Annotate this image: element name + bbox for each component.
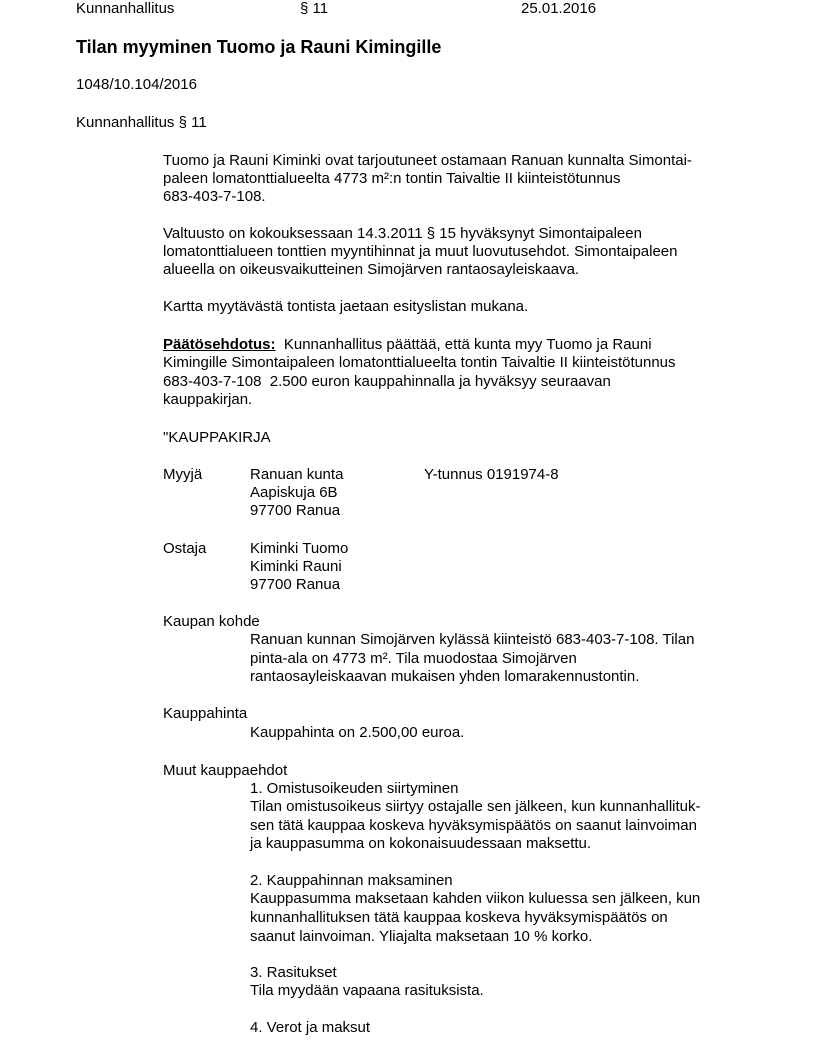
term-line: saanut lainvoiman. Yliajalta maksetaan 10 % korko. xyxy=(250,928,593,945)
term-title: 2. Kauppahinnan maksaminen xyxy=(250,872,453,889)
meeting-ref: Kunnanhallitus § 11 xyxy=(76,114,207,131)
term-line: Tila myydään vapaana rasituksista. xyxy=(250,982,484,999)
para2-line: alueella on oikeusvaikutteinen Simojärven rantaosayleiskaava. xyxy=(163,261,580,278)
record-number: 1048/10.104/2016 xyxy=(76,76,197,93)
buyer-line: Kiminki Rauni xyxy=(250,558,342,575)
para1-line: Tuomo ja Rauni Kiminki ovat tarjoutuneet ostamaan Ranuan kunnalta Simontai- xyxy=(163,152,692,169)
proposal-line: kauppakirjan. xyxy=(163,391,253,408)
term-title: 4. Verot ja maksut xyxy=(250,1019,371,1036)
proposal-line: 683-403-7-108 2.500 euron kauppahinnalla ja hyväksyy seuraavan xyxy=(163,373,611,390)
term-title: 3. Rasitukset xyxy=(250,964,337,981)
buyer-line: 97700 Ranua xyxy=(250,576,341,593)
object-line: rantaosayleiskaavan mukaisen yhden lomarakennustontin. xyxy=(250,668,640,685)
para1-line: 683-403-7-108. xyxy=(163,188,266,205)
seller-business-id: Y-tunnus 0191974-8 xyxy=(424,466,559,483)
term-line: kunnanhallituksen tätä kauppaa koskeva hyväksymispäätös on xyxy=(250,909,668,926)
terms-label: Muut kauppaehdot xyxy=(163,762,288,779)
para1-line: paleen lomatonttialueelta 4773 m²:n tontin Taivaltie II kiinteistötunnus xyxy=(163,170,621,187)
para2-line: Valtuusto on kokouksessaan 14.3.2011 § 15 hyväksynyt Simontaipaleen xyxy=(163,225,642,242)
seller-label: Myyjä xyxy=(163,466,203,483)
header-date: 25.01.2016 xyxy=(521,0,597,17)
buyer-label: Ostaja xyxy=(163,540,207,557)
object-label: Kaupan kohde xyxy=(163,613,260,630)
proposal-label: Päätösehdotus: xyxy=(163,336,276,353)
price-label: Kauppahinta xyxy=(163,705,248,722)
seller-line: Ranuan kunta xyxy=(250,466,344,483)
buyer-line: Kiminki Tuomo xyxy=(250,540,349,557)
page-title: Tilan myyminen Tuomo ja Rauni Kimingille xyxy=(76,37,442,57)
para2-line: lomatonttialueen tonttien myyntihinnat ja muut luovutusehdot. Simontaipaleen xyxy=(163,243,678,260)
term-line: Kauppasumma maksetaan kahden viikon kuluessa sen jälkeen, kun xyxy=(250,890,701,907)
header-section: § 11 xyxy=(300,0,329,17)
para3: Kartta myytävästä tontista jaetaan esityslistan mukana. xyxy=(163,298,529,315)
seller-line: Aapiskuja 6B xyxy=(250,484,338,501)
term-line: Tilan omistusoikeus siirtyy ostajalle sen jälkeen, kun kunnanhallituk- xyxy=(250,798,701,815)
term-line: ja kauppasumma on kokonaisuudessaan maksettu. xyxy=(250,835,592,852)
term-line: sen tätä kauppaa koskeva hyväksymispäätös on saanut lainvoiman xyxy=(250,817,697,834)
object-line: pinta-ala on 4773 m². Tila muodostaa Simojärven xyxy=(250,650,577,667)
proposal-line: Kunnanhallitus päättää, että kunta myy Tuomo ja Rauni xyxy=(275,336,652,353)
price-text: Kauppahinta on 2.500,00 euroa. xyxy=(250,724,465,741)
proposal-line: Kimingille Simontaipaleen lomatonttialueelta tontin Taivaltie II kiinteistötunnus xyxy=(163,354,676,371)
contract-heading: "KAUPPAKIRJA xyxy=(163,429,271,446)
seller-line: 97700 Ranua xyxy=(250,502,341,519)
proposal-first-line xyxy=(163,336,652,354)
object-line: Ranuan kunnan Simojärven kylässä kiinteistö 683-403-7-108. Tilan xyxy=(250,631,695,648)
term-title: 1. Omistusoikeuden siirtyminen xyxy=(250,780,459,797)
header-body: Kunnanhallitus xyxy=(76,0,175,17)
